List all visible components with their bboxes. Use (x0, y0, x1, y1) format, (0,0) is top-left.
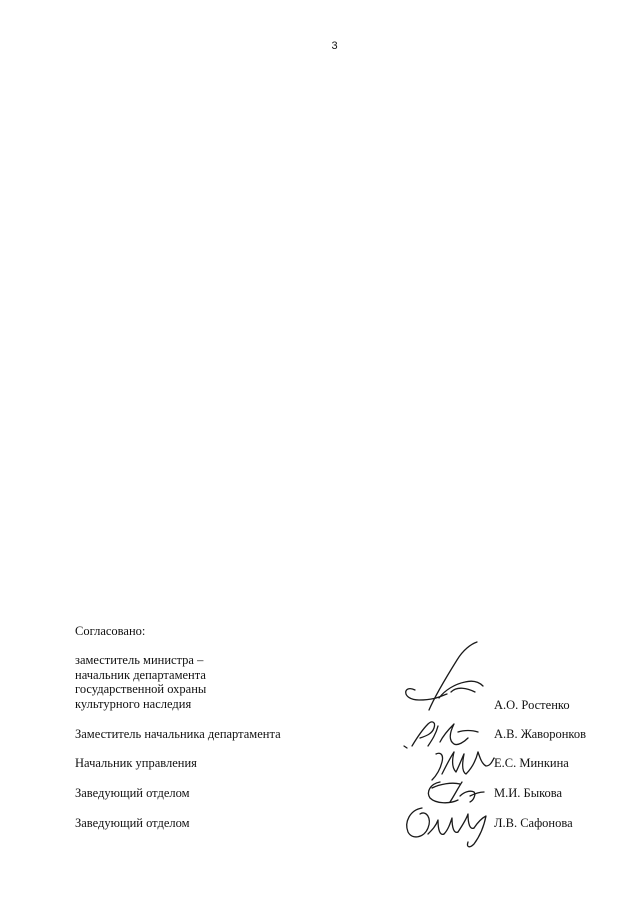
approver-title-line: государственной охраны (75, 682, 207, 696)
approver-title-line: Заведующий отделом (75, 786, 190, 800)
approver-title-line: Заместитель начальника департамента (75, 727, 281, 741)
approver-name: Е.С. Минкина (494, 756, 569, 770)
approver-title-line: начальник департамента (75, 667, 206, 682)
approver-name: А.О. Ростенко (494, 698, 570, 712)
approver-name: М.И. Быкова (494, 786, 563, 800)
page-number: 3 (331, 40, 338, 52)
signature-rostenko (395, 638, 495, 718)
approver-title (75, 756, 197, 771)
approver-title (75, 816, 190, 831)
signature-safonova (402, 800, 498, 852)
approver-name: Л.В. Сафонова (494, 816, 573, 830)
approver-title (75, 786, 190, 801)
approver-title-line: заместитель министра – (75, 653, 204, 667)
approver-name: А.В. Жаворонков (494, 727, 587, 741)
approver-title (75, 727, 281, 742)
approver-title (75, 653, 206, 711)
approver-title-line: Заведующий отделом (75, 816, 190, 830)
approval-heading: Согласовано: (75, 624, 146, 638)
approver-title-line: Начальник управления (75, 756, 197, 770)
approver-title-line: культурного наследия (75, 696, 192, 711)
